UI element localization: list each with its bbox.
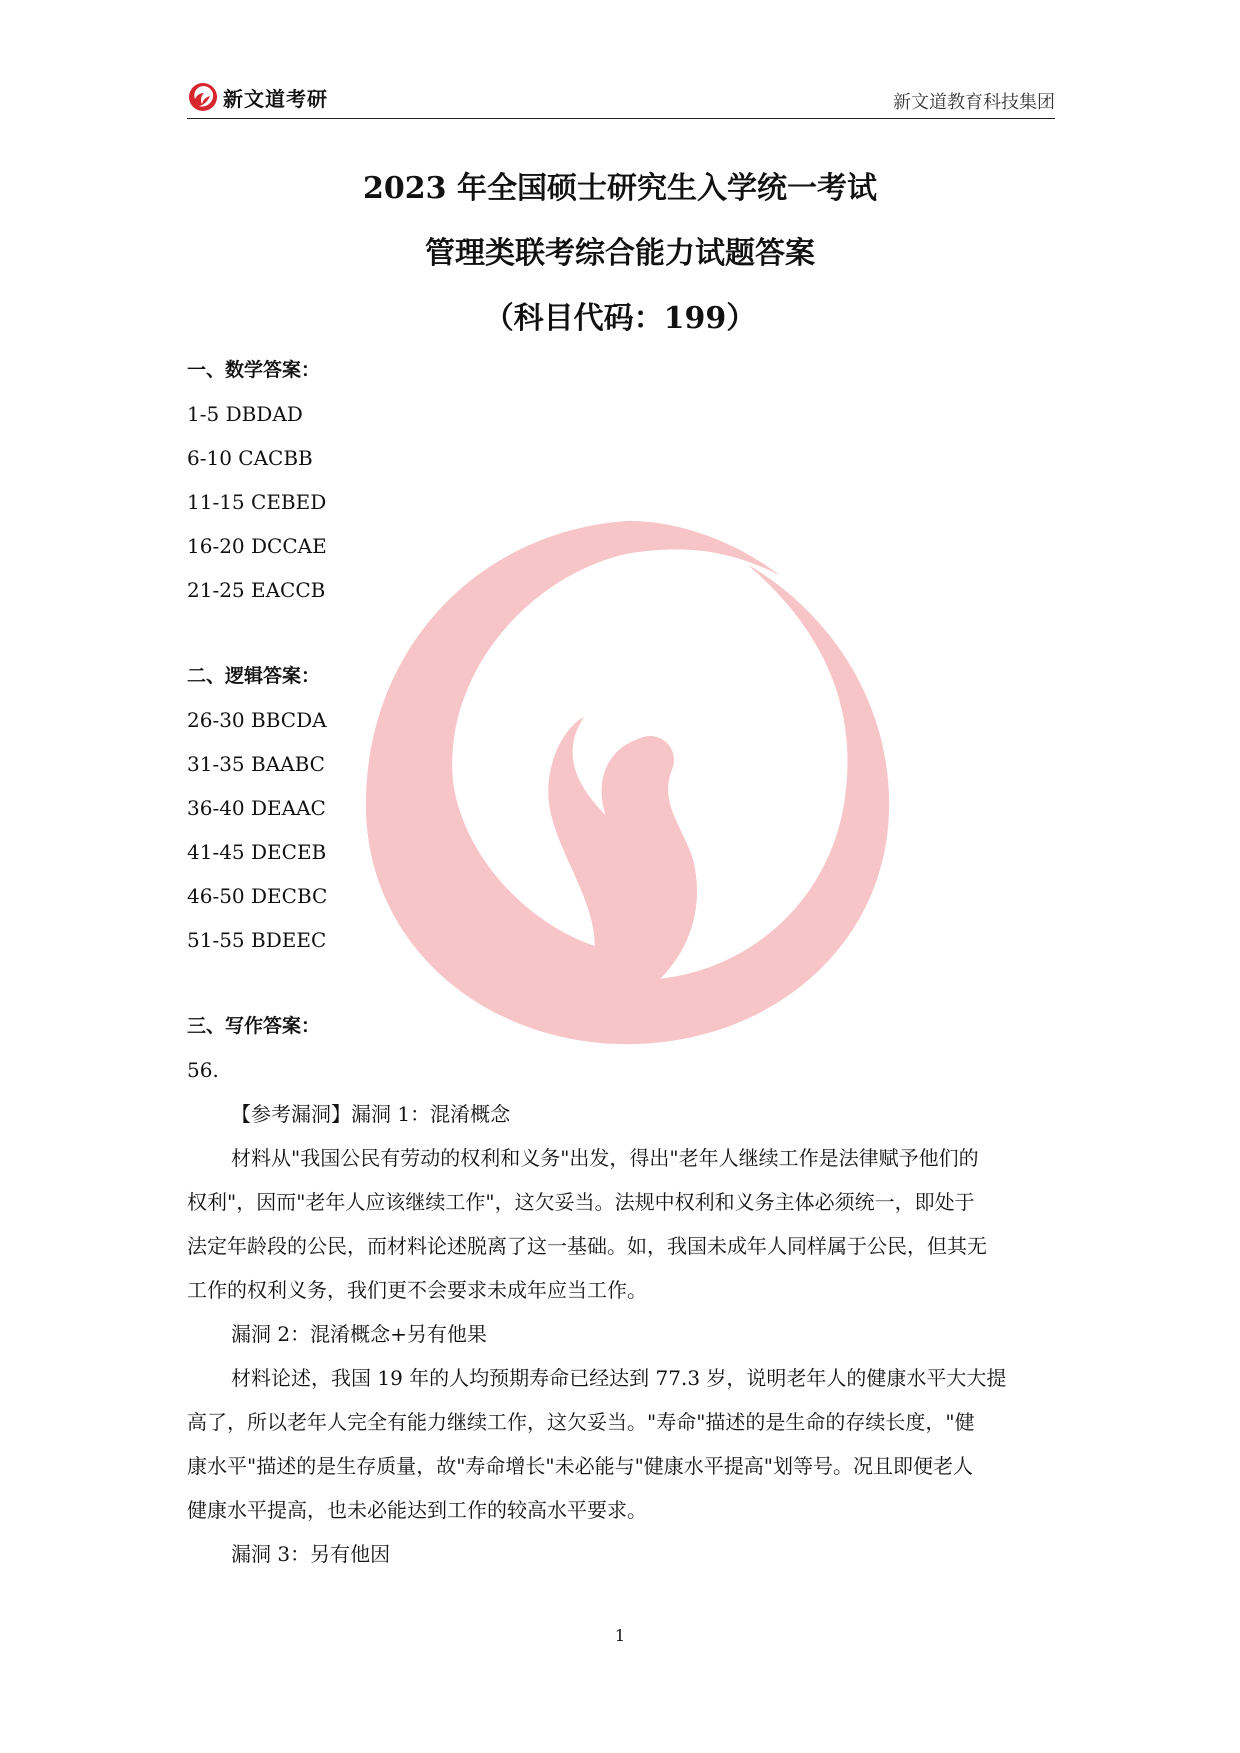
- writing-heading: 三、写作答案：: [187, 1015, 321, 1037]
- paragraph-line: 工作的权利义务，我们更不会要求未成年应当工作。: [187, 1278, 647, 1302]
- paragraph-line: 材料从"我国公民有劳动的权利和义务"出发，得出"老年人继续工作是法律赋予他们的: [231, 1146, 979, 1170]
- logic-answer: 46-50 DECBC: [187, 884, 328, 908]
- page-header: [187, 80, 1055, 119]
- logo-text: 新文道考研: [223, 86, 328, 111]
- logic-answer: 51-55 BDEEC: [187, 928, 327, 952]
- paragraph-line: 健康水平提高，也未必能达到工作的较高水平要求。: [187, 1498, 647, 1522]
- math-answer: 1-5 DBDAD: [187, 402, 303, 426]
- title-line-2: 管理类联考综合能力试题答案: [425, 236, 815, 271]
- phoenix-logo-icon: [187, 81, 219, 113]
- reference-label: 【参考漏洞】漏洞 1：混淆概念: [231, 1102, 511, 1126]
- paragraph-line: 材料论述，我国 19 年的人均预期寿命已经达到 77.3 岁，说明老年人的健康水平大大提: [231, 1366, 1007, 1390]
- page-number: 1: [614, 1626, 626, 1645]
- math-heading: 一、数学答案：: [187, 359, 321, 381]
- logic-heading: 二、逻辑答案：: [187, 665, 321, 687]
- question-number: 56.: [187, 1058, 219, 1082]
- logic-answer: 26-30 BBCDA: [187, 708, 327, 732]
- math-answer: 11-15 CEBED: [187, 490, 327, 514]
- title-line-3: （科目代码：199）: [483, 301, 757, 336]
- logic-answer: 36-40 DEAAC: [187, 796, 326, 820]
- title-line-1: 2023 年全国硕士研究生入学统一考试: [363, 171, 877, 206]
- brand-logo: [187, 80, 328, 114]
- math-answer: 6-10 CACBB: [187, 446, 313, 470]
- paragraph-line: 康水平"描述的是生存质量，故"寿命增长"未必能与"健康水平提高"划等号。况且即便老人: [187, 1454, 973, 1478]
- logic-answer: 31-35 BAABC: [187, 752, 325, 776]
- math-answer: 16-20 DCCAE: [187, 534, 327, 558]
- paragraph-line: 高了，所以老年人完全有能力继续工作，这欠妥当。"寿命"描述的是生命的存续长度，"健: [187, 1410, 975, 1434]
- math-answer: 21-25 EACCB: [187, 578, 326, 602]
- paragraph-line: 权利"，因而"老年人应该继续工作"，这欠妥当。法规中权利和义务主体必须统一，即处于: [187, 1190, 975, 1214]
- paragraph-line: 法定年龄段的公民，而材料论述脱离了这一基础。如，我国未成年人同样属于公民，但其无: [187, 1234, 987, 1258]
- company-name: 新文道教育科技集团: [893, 92, 1055, 113]
- phoenix-watermark-icon: [355, 510, 900, 1055]
- hole-3-label: 漏洞 3：另有他因: [231, 1542, 391, 1566]
- logic-answer: 41-45 DECEB: [187, 840, 327, 864]
- hole-2-label: 漏洞 2：混淆概念+另有他果: [231, 1322, 487, 1346]
